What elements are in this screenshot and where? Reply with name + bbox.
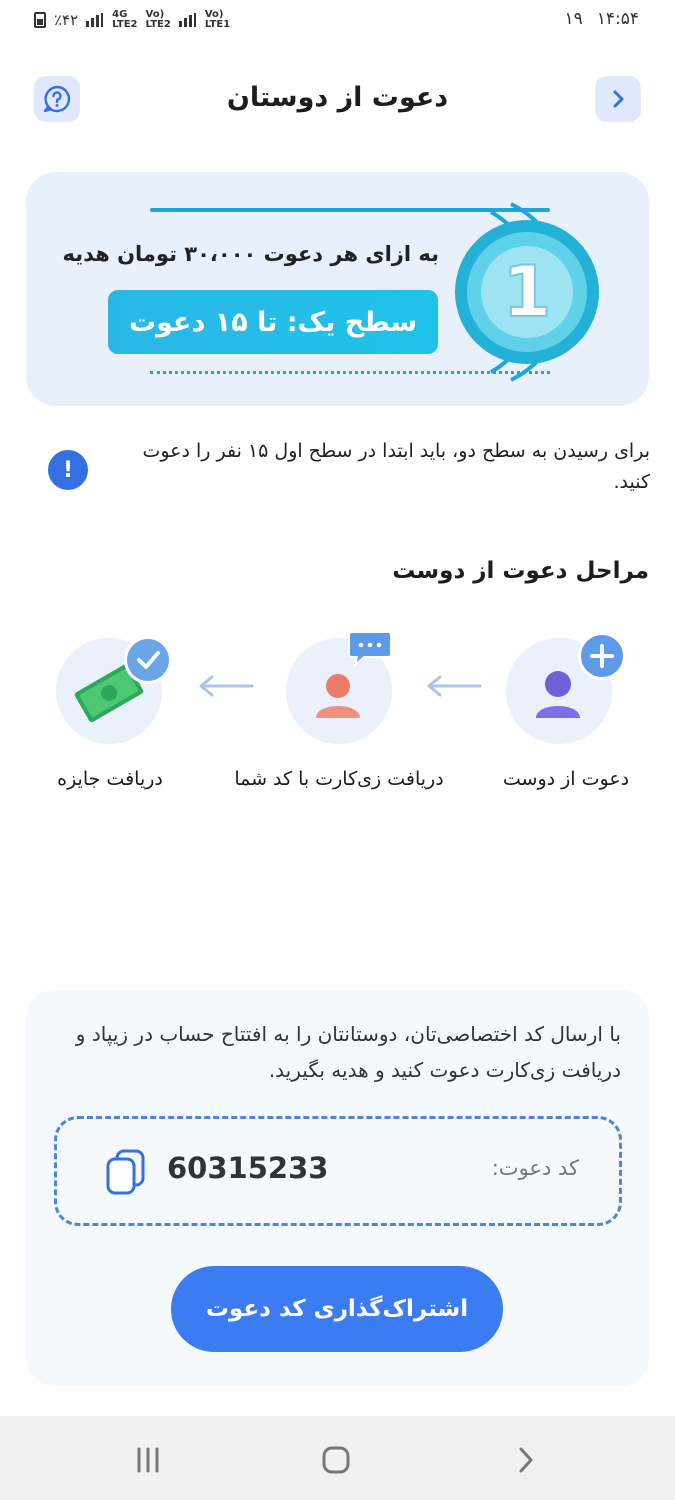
signal-icon-2: [179, 13, 197, 27]
invite-code-box: [54, 1116, 622, 1226]
level-medal-icon: [431, 182, 641, 402]
check-icon: [124, 636, 172, 684]
invite-description: با ارسال کد اختصاصی‌تان، دوستانتان را به افتتاح حساب در زیپاد و دریافت زی‌کارت دعوت کنید و هدیه بگیرید.: [75, 1022, 621, 1082]
volte-label: Vo) LTE2: [145, 9, 171, 30]
battery-icon: [34, 12, 46, 28]
step-label-invite: دعوت از دوست: [502, 768, 630, 790]
recents-icon: [133, 1446, 163, 1474]
nav-back-button[interactable]: [506, 1440, 546, 1480]
help-chat-icon: [42, 84, 72, 114]
copy-icon[interactable]: [103, 1147, 149, 1197]
level-number: 1: [502, 251, 552, 333]
arrow-left-icon: [196, 674, 256, 698]
network-type-2: 4G LTE2: [112, 9, 138, 30]
reward-text: به ازای هر دعوت ۳۰،۰۰۰ تومان هدیه: [62, 242, 439, 266]
status-right: [564, 9, 639, 29]
invite-code-label: کد دعوت:: [491, 1156, 579, 1180]
app-header: [0, 72, 675, 128]
info-exclamation-icon: !: [48, 450, 88, 490]
chat-bubble-icon: [348, 628, 392, 668]
step-label-reward: دریافت جایزه: [57, 768, 163, 790]
arrow-left-icon: [424, 674, 484, 698]
notification-count: ۱۹: [564, 9, 583, 29]
level-badge: سطح یک: تا ۱۵ دعوت: [108, 290, 438, 354]
info-notice: [40, 436, 650, 506]
invite-code-value: 60315233: [167, 1151, 329, 1185]
battery-level: ٪۴۲: [54, 11, 79, 29]
page-title: دعوت از دوستان: [226, 82, 449, 113]
step-label-card: دریافت زی‌کارت با کد شما: [234, 768, 444, 790]
info-text: برای رسیدن به سطح دو، باید ابتدا در سطح اول ۱۵ نفر را دعوت کنید.: [142, 440, 650, 493]
recents-button[interactable]: [128, 1440, 168, 1480]
network-type-1: Vo) LTE1: [204, 9, 231, 30]
clock: ۱۴:۵۴: [596, 9, 639, 29]
chevron-right-icon: [515, 1445, 537, 1475]
help-button[interactable]: [34, 76, 80, 122]
status-left: [34, 10, 230, 30]
steps-title: مراحل دعوت از دوست: [392, 558, 649, 584]
signal-icon: [86, 13, 104, 27]
level-card: [26, 172, 649, 406]
plus-icon: [578, 632, 626, 680]
system-nav-bar: [0, 1416, 675, 1500]
share-invite-button[interactable]: اشتراک‌گذاری کد دعوت: [171, 1266, 503, 1352]
status-bar: [0, 0, 675, 40]
invite-card: [26, 990, 649, 1386]
home-icon: [321, 1445, 351, 1475]
home-button[interactable]: [316, 1440, 356, 1480]
